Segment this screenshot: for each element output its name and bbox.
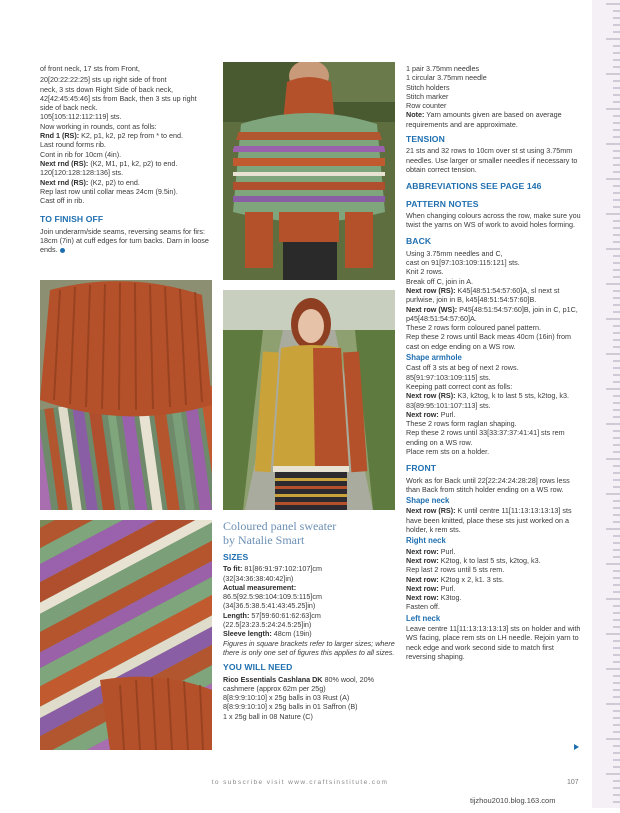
stitch-marker: Stitch marker	[406, 91, 449, 101]
shape-armhole-heading: Shape armhole	[406, 353, 462, 363]
front-r1	[406, 506, 582, 534]
note-text: Yarn amounts given are based on average requirements and are approximate.	[406, 110, 562, 129]
ruler-ticks	[592, 0, 620, 808]
rn5	[406, 584, 582, 593]
yarn-note	[406, 110, 582, 129]
ruler-icon	[592, 0, 620, 808]
rn6-text: K3tog.	[438, 593, 462, 603]
tail-1: Rep last row until collar meas 24cm (9.5in).	[40, 186, 178, 196]
rn1-label: Next row:	[406, 546, 439, 556]
length-value: 57[59:60:61:62:63]cm	[249, 610, 321, 620]
back-r2-label: Next row (WS):	[406, 304, 458, 314]
back-l6: Rep these 2 rows until Back meas 40cm (16in) from cast on edge ending on a WS row.	[406, 332, 571, 351]
row-counter: Row counter	[406, 101, 447, 111]
back-r4-label: Next row:	[406, 409, 439, 419]
centre-column-text	[223, 519, 398, 721]
left-line-4: 42[42:45:45:46] sts from Back, then 3 sts up right	[40, 93, 197, 103]
back-r1	[406, 286, 582, 305]
actual-cm: 86.5[92.5:98:104:109.5:115]cm	[223, 592, 322, 602]
next-rnd-label: Next rnd (RS):	[40, 158, 89, 168]
yarn-line	[223, 675, 398, 694]
stitch-holders: Stitch holders	[406, 82, 450, 92]
back-s2: 85[91:97:103:109:115] sts.	[406, 372, 491, 382]
back-l5: These 2 rows form coloured panel pattern.	[406, 323, 542, 333]
back-s4: These 2 rows form raglan shaping.	[406, 419, 517, 429]
sizes-note	[223, 639, 398, 658]
rn4	[406, 575, 582, 584]
note-label: Note:	[406, 110, 425, 120]
rn5-label: Next row:	[406, 583, 439, 593]
rnd1-line	[40, 131, 215, 140]
back-s5: Rep these 2 rows until 33[33:37:37:41:41] sts rem ending on a WS row.	[406, 428, 565, 447]
to-fit-in: (32[34:36:38:40:42]in)	[223, 573, 294, 583]
back-r4	[406, 410, 582, 419]
rn6-label: Next row:	[406, 593, 439, 603]
pattern-notes-heading: PATTERN NOTES	[406, 198, 479, 209]
ln1: Leave centre 11[11:13:13:13:13] sts on holder and with WS facing, place rem sts on LH needle. Rejoin yarn to neck edge and work second side to match first reversing shaping.	[406, 624, 581, 661]
rn5-text: Purl.	[438, 583, 456, 593]
rn2-text: K2tog, k to last 5 sts, k2tog, k3.	[438, 555, 541, 565]
yarn-c: 1 x 25g ball in 08 Nature (C)	[223, 711, 313, 721]
panel-sweater-image	[223, 290, 395, 510]
sleeve-label: Sleeve length:	[223, 629, 272, 639]
back-r3	[406, 391, 582, 410]
sleeve-line	[223, 629, 398, 638]
rn4-label: Next row:	[406, 574, 439, 584]
rn3: Rep last 2 rows until 5 sts rem.	[406, 565, 505, 575]
back-r1-label: Next row (RS):	[406, 285, 456, 295]
photo-panel-sweater	[223, 290, 395, 510]
left-line-7: Now working in rounds, cont as folls:	[40, 121, 157, 131]
actual-label-line	[223, 583, 398, 592]
right-neck-heading: Right neck	[406, 536, 446, 546]
back-l4: Break off C, join in A.	[406, 276, 473, 286]
back-r4-text: Purl.	[438, 409, 456, 419]
tension-text: 21 sts and 32 rows to 10cm over st st using 3.75mm needles. Use larger or smaller needles if necessary to obtain correct tension.	[406, 146, 578, 174]
back-r2	[406, 305, 582, 324]
continue-arrow-icon	[574, 744, 579, 750]
finish-text-body: Join underarm/side seams, reversing seams for firs: 18cm (7in) at cuff edges for turn backs. Darn in loose ends.	[40, 226, 209, 255]
sizes-heading: SIZES	[223, 552, 249, 562]
front-r1-text: K until centre 11[11:13:13:13:13] sts have been knitted, place these sts just worked on a holder, k rem sts.	[406, 506, 572, 535]
pattern-designer: by Natalie Smart	[223, 533, 305, 547]
back-s1: Cast off 3 sts at beg of next 2 rows.	[406, 363, 519, 373]
rn2-label: Next row:	[406, 555, 439, 565]
actual-in: (34[36.5:38.5:41:43:45.25]in)	[223, 601, 316, 611]
back-r2-text: P45[48:51:54:57:60]B, join in C, p1C, p45[48:51:54:57:60]A.	[406, 304, 578, 323]
rn7: Fasten off.	[406, 602, 440, 612]
back-r1-text: K45[48:51:54:57:60]A, sl next st purlwise, join in B, k45[48:51:54:57:60]B.	[406, 285, 560, 305]
front-heading: FRONT	[406, 463, 437, 474]
left-column-text	[40, 64, 215, 257]
back-s3: Keeping patt correct cont as folls:	[406, 381, 513, 391]
next-rnd2-line	[40, 178, 215, 187]
next-rnd2-text: (K2, p2) to end.	[88, 177, 140, 187]
back-l3: Knit 2 rows.	[406, 267, 444, 277]
left-line-3: neck, 3 sts down Right Side of back neck,	[40, 84, 174, 94]
length-label: Length:	[223, 610, 250, 620]
back-l2: cast on 91[97:103:109:115:121] sts.	[406, 258, 520, 268]
back-r3-text: K3, k2tog, k to last 5 sts, k2tog, k3. 83[89:95:101:107:113] sts.	[406, 391, 569, 410]
needles-1: 1 pair 3.75mm needles	[406, 64, 480, 73]
rn2	[406, 556, 582, 565]
front-r1-label: Next row (RS):	[406, 506, 456, 516]
photo-sleeve-closeup	[40, 520, 212, 750]
left-line-1: of front neck, 17 sts from Front,	[40, 64, 140, 73]
left-line-5: side of back neck.	[40, 103, 98, 113]
yarn-b: 8[8:9:9:10:10] x 25g balls in 01 Saffron (B)	[223, 702, 358, 712]
to-fit-value: 81[86:91:97:102:107]cm	[242, 564, 322, 574]
rn4-text: K2tog x 2, k1. 3 sts.	[438, 574, 504, 584]
back-r3-label: Next row (RS):	[406, 391, 456, 401]
rn6	[406, 593, 582, 602]
sleeve-value: 48cm (19in)	[271, 629, 312, 639]
rnd1-label: Rnd 1 (RS):	[40, 131, 80, 141]
left-neck-heading: Left neck	[406, 613, 441, 623]
finish-text	[40, 227, 215, 255]
photo-striped-sweater	[223, 62, 395, 280]
yarn-text: 80% wool, 20% cashmere (approx 62m per 25g)	[223, 674, 375, 693]
footer-subscribe: to subscribe visit www.craftsinstitute.com	[211, 779, 389, 786]
next-rnd2-label: Next rnd (RS):	[40, 177, 89, 187]
next-rnd-text: (K2, M1, p1, k2, p2) to end.	[88, 158, 178, 168]
right-column-text	[406, 64, 582, 661]
left-line-6: 105[105:112:112:119] sts.	[40, 112, 122, 122]
page-number: 107	[567, 779, 579, 786]
to-fit-line	[223, 564, 398, 573]
after-rnd1-2: Cont in rib for 10cm (4in).	[40, 149, 122, 159]
pattern-notes-text: When changing colours across the row, make sure you twist the yarns on WS of work to avoid holes forming.	[406, 210, 581, 230]
tension-heading: TENSION	[406, 134, 445, 145]
back-s6: Place rem sts on a holder.	[406, 446, 490, 456]
tail-2: Cast off in rib.	[40, 196, 85, 206]
rn1-text: Purl.	[438, 546, 456, 556]
back-l1: Using 3.75mm needles and C,	[406, 248, 503, 258]
back-heading: BACK	[406, 236, 432, 247]
length-line	[223, 611, 398, 620]
front-text: Work as for Back until 22[22:24:24:28:28] rows less than Back from stitch holder ending on a WS row.	[406, 475, 570, 494]
next-rnd-line	[40, 159, 215, 168]
bullet-dot-icon	[60, 248, 65, 253]
next-rnd-sts: 120[120:128:128:136] sts.	[40, 168, 124, 178]
rnd1-text: K2, p1, k2, p2 rep from * to end.	[79, 131, 184, 141]
length-in: (22.5[23:23.5:24:24.5:25]in)	[223, 620, 312, 630]
shape-neck-heading: Shape neck	[406, 496, 450, 506]
pattern-title: Coloured panel sweater	[223, 519, 337, 533]
sizes-note-text: Figures in square brackets refer to larger sizes; where there is only one set of figures this applies to all sizes.	[223, 638, 395, 657]
yarn-label: Rico Essentials Cashlana DK	[223, 674, 323, 684]
needles-2: 1 circular 3.75mm needle	[406, 73, 487, 83]
yarn-a: 8[8:9:9:10:10] x 25g balls in 03 Rust (A)	[223, 693, 350, 703]
collar-closeup-image	[40, 280, 212, 510]
you-need-heading: YOU WILL NEED	[223, 662, 293, 673]
striped-sweater-image	[223, 62, 395, 280]
finish-heading: TO FINISH OFF	[40, 214, 104, 225]
to-fit-label: To fit:	[223, 564, 243, 574]
left-line-2: 20[20:22:22:25] sts up right side of front	[40, 75, 167, 85]
photo-collar-closeup	[40, 280, 212, 510]
abbreviations-heading: ABBREVIATIONS SEE PAGE 146	[406, 181, 542, 192]
rn1	[406, 547, 582, 556]
sleeve-closeup-image	[40, 520, 212, 750]
after-rnd1-1: Last round forms rib.	[40, 140, 106, 150]
actual-label: Actual measurement:	[223, 582, 297, 592]
blog-watermark: tijzhou2010.blog.163.com	[470, 796, 556, 805]
